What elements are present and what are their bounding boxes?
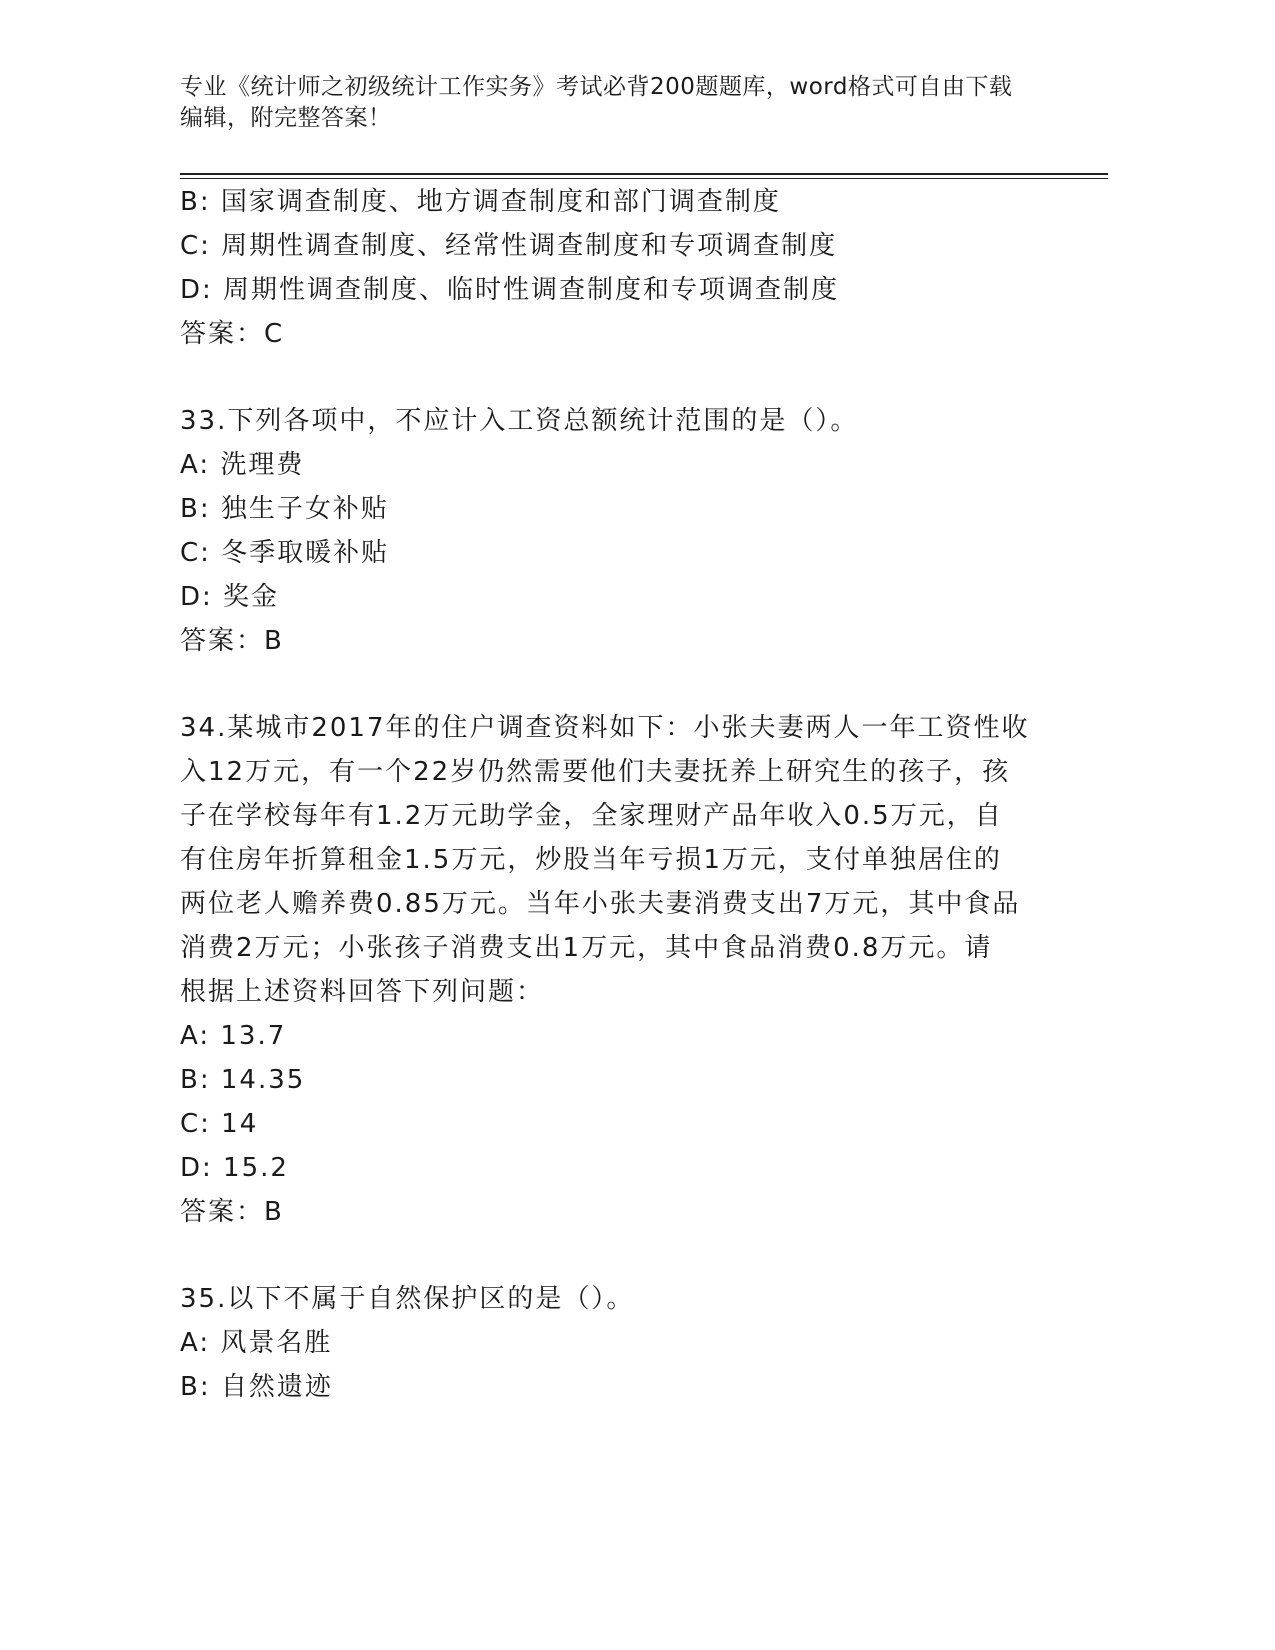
question-35 [180, 1277, 1040, 1409]
option-a: A: 风景名胜 [180, 1328, 333, 1358]
question-text-line: 根据上述资料回答下列问题： [180, 977, 545, 1007]
option-d: D: 奖金 [180, 582, 280, 612]
header-line-2: 编辑，附完整答案！ [180, 105, 392, 131]
header-divider-thick [180, 173, 1108, 175]
question-text-line: 34.某城市2017年的住户调查资料如下：小张夫妻两人一年工资性收 [180, 713, 1030, 743]
question-text-line: 子在学校每年有1.2万元助学金，全家理财产品年收入0.5万元，自 [180, 801, 1003, 831]
option-b: B: 独生子女补贴 [180, 494, 389, 524]
question-text-line: 有住房年折算租金1.5万元，炒股当年亏损1万元，支付单独居住的 [180, 845, 1002, 875]
spacer [180, 663, 1040, 706]
answer-line: 答案：C [180, 319, 285, 349]
option-b: B: 14.35 [180, 1065, 306, 1095]
answer-line: 答案：B [180, 626, 284, 656]
option-b: B: 自然遗迹 [180, 1372, 333, 1402]
header-divider-thin [180, 178, 1108, 179]
option-b: B: 国家调查制度、地方调查制度和部门调查制度 [180, 187, 781, 217]
option-a: A: 洗理费 [180, 450, 305, 480]
header-line-1: 专业《统计师之初级统计工作实务》考试必背200题题库，word格式可自由下载 [180, 74, 1013, 100]
answer-line: 答案：B [180, 1197, 284, 1227]
question-text-line: 消费2万元；小张孩子消费支出1万元，其中食品消费0.8万元。请 [180, 933, 993, 963]
question-33 [180, 399, 1040, 663]
option-c: C: 冬季取暖补贴 [180, 538, 390, 568]
question-content [180, 180, 1040, 1409]
option-c: C: 14 [180, 1109, 259, 1139]
question-text-line: 两位老人赡养费0.85万元。当年小张夫妻消费支出7万元，其中食品 [180, 889, 1021, 919]
question-34 [180, 706, 1040, 1234]
document-header [180, 72, 1060, 134]
question-text: 35.以下不属于自然保护区的是（）。 [180, 1284, 635, 1314]
question-32-tail [180, 180, 1040, 356]
option-d: D: 周期性调查制度、临时性调查制度和专项调查制度 [180, 275, 840, 305]
option-c: C: 周期性调查制度、经常性调查制度和专项调查制度 [180, 231, 838, 261]
spacer [180, 356, 1040, 399]
spacer [180, 1234, 1040, 1277]
question-text: 33.下列各项中，不应计入工资总额统计范围的是（）。 [180, 406, 859, 436]
question-text-line: 入12万元，有一个22岁仍然需要他们夫妻抚养上研究生的孩子，孩 [180, 757, 1011, 787]
option-d: D: 15.2 [180, 1153, 289, 1183]
option-a: A: 13.7 [180, 1021, 287, 1051]
